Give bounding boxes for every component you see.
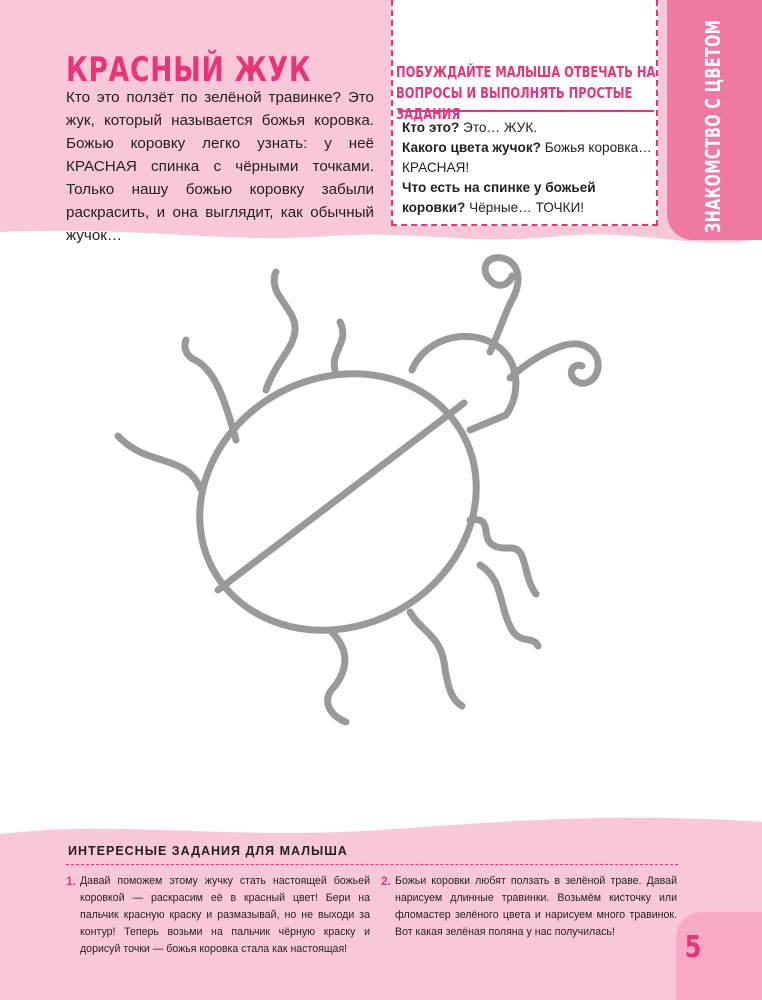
tip-question: Что есть на спинке у божьей коровки? (402, 180, 596, 215)
tasks-title: ИНТЕРЕСНЫЕ ЗАДАНИЯ ДЛЯ МАЛЫША (68, 844, 348, 858)
page-number-tab (676, 912, 762, 1000)
task-text: Божьи коровки любят ползать в зелёной траве. Давай нарисуем длинные травинки. Возьмём кисточку или фломастер зелёного цвета и нарисуем много травинок. Вот какая зелёная поляна у нас получилась! (395, 875, 677, 938)
task-item (66, 873, 370, 958)
page-title: КРАСНЫЙ ЖУК (66, 50, 312, 90)
section-tab-label: ЗНАКОМСТВО С ЦВЕТОМ (701, 19, 725, 233)
section-tab (667, 0, 762, 240)
task-item (381, 873, 677, 941)
tip-answer: Это… ЖУК. (459, 120, 538, 135)
tip-answer: Чёрные… ТОЧКИ! (465, 200, 585, 215)
intro-text: Кто это ползёт по зелёной травинке? Это жук, который называется божья коровка. Божью коровку легко узнать: у неё КРАСНАЯ спинка с чёрными точками. Только нашу божью коровку забыли раскрасить, и она выглядит, как обычный жучок… (66, 89, 374, 244)
tip-question: Какого цвета жучок? (402, 140, 541, 155)
tip-item (402, 118, 654, 138)
task-number: 1. (66, 874, 77, 888)
task-text: Давай поможем этому жучку стать настоящей божьей коровкой — раскрасим её в красный цвет! Бери на пальчик красную краску и размазывай, но не выходи за контур! Теперь возьми на пальчик чёрную краску и дорисуй точки — божья коровка стала как настоящая! (80, 875, 370, 955)
tip-item (402, 178, 654, 218)
task-number: 2. (381, 874, 392, 888)
tip-answer: Божья коровка… КРАСНАЯ! (402, 140, 652, 175)
tip-divider (398, 110, 654, 112)
tip-heading: ПОБУЖДАЙТЕ МАЛЫША ОТВЕЧАТЬ НА ВОПРОСЫ И ВЫПОЛНЯТЬ ПРОСТЫЕ ЗАДАНИЯ (396, 63, 656, 123)
tip-item (402, 138, 654, 178)
tip-body (402, 118, 654, 218)
page-number: 5 (684, 930, 702, 965)
ladybug-outline-illustration (0, 240, 762, 760)
tasks-divider (66, 864, 678, 865)
tip-question: Кто это? (402, 120, 460, 135)
